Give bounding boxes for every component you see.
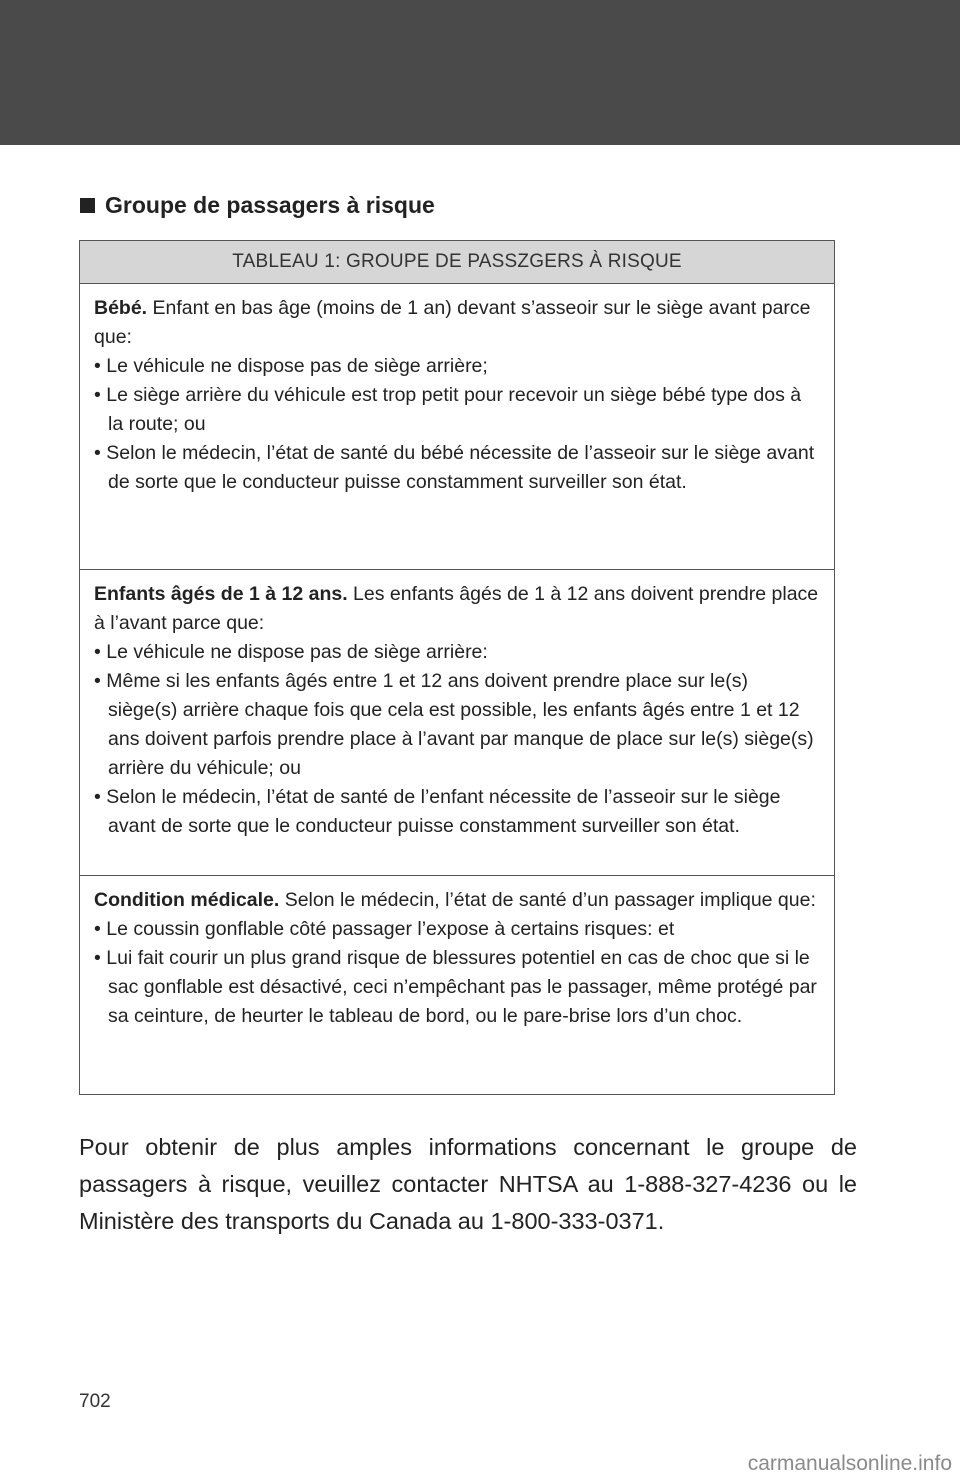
square-bullet-icon (80, 198, 95, 213)
row-intro-text: Enfant en bas âge (moins de 1 an) devant s’asseoir sur le siège avant parce que: (94, 297, 811, 348)
row-intro-text: Les enfants âgés de 1 à 12 ans doivent prendre place à l’avant parce que: (94, 583, 819, 634)
row-lead: Bébé. (94, 297, 148, 319)
list-item: • Le coussin gonflable côté passager l’expose à certains risques: et (94, 915, 821, 944)
row-lead: Enfants âgés de 1 à 12 ans. (94, 583, 348, 605)
list-item: • Selon le médecin, l’état de santé de l’enfant nécessite de l’asseoir sur le siège avant de sorte que le conducteur puisse constamment surveiller son état. (94, 783, 821, 841)
list-item: • Le véhicule ne dispose pas de siège arrière: (94, 638, 821, 667)
table-row-children (80, 570, 834, 876)
row-intro (94, 294, 821, 352)
row-intro (94, 580, 821, 638)
list-item: • Lui fait courir un plus grand risque de blessures potentiel en cas de choc que si le sac gonflable est désactivé, ceci n’empêchant pas le passager, même protégé par sa ceinture, de heurter le tableau de bord, ou le pare-brise lors d’un choc. (94, 944, 821, 1031)
page-number: 702 (79, 1391, 111, 1412)
row-intro (94, 886, 821, 915)
table-title: TABLEAU 1: GROUPE DE PASSZGERS À RISQUE (80, 241, 834, 284)
list-item: • Le siège arrière du véhicule est trop petit pour recevoir un siège bébé type dos à la route; ou (94, 381, 821, 439)
watermark: carmanualsonline.info (747, 1452, 952, 1475)
section-heading (80, 192, 435, 219)
table-row-medical (80, 876, 834, 1094)
list-item: • Même si les enfants âgés entre 1 et 12 ans doivent prendre place sur le(s) siège(s) arrière chaque fois que cela est possible, les enfants âgés entre 1 et 12 ans doivent parfois prendre place à l’avant par manque de place sur le(s) siège(s) arrière du véhicule; ou (94, 667, 821, 783)
section-heading-text: Groupe de passagers à risque (105, 192, 435, 218)
contact-paragraph: Pour obtenir de plus amples informations concernant le groupe de passagers à risque, veuillez contacter NHTSA au 1-888-327-4236 ou le Ministère des transports du Canada au 1-800-333-0371. (79, 1133, 857, 1234)
list-item: • Le véhicule ne dispose pas de siège arrière; (94, 352, 821, 381)
row-intro-text: Selon le médecin, l’état de santé d’un passager implique que: (279, 889, 816, 911)
risk-group-table (79, 240, 835, 1095)
table-row-infant (80, 284, 834, 570)
header-band (0, 0, 960, 145)
row-lead: Condition médicale. (94, 889, 280, 911)
list-item: • Selon le médecin, l’état de santé du bébé nécessite de l’asseoir sur le siège avant de sorte que le conducteur puisse constamment surveiller son état. (94, 439, 821, 497)
